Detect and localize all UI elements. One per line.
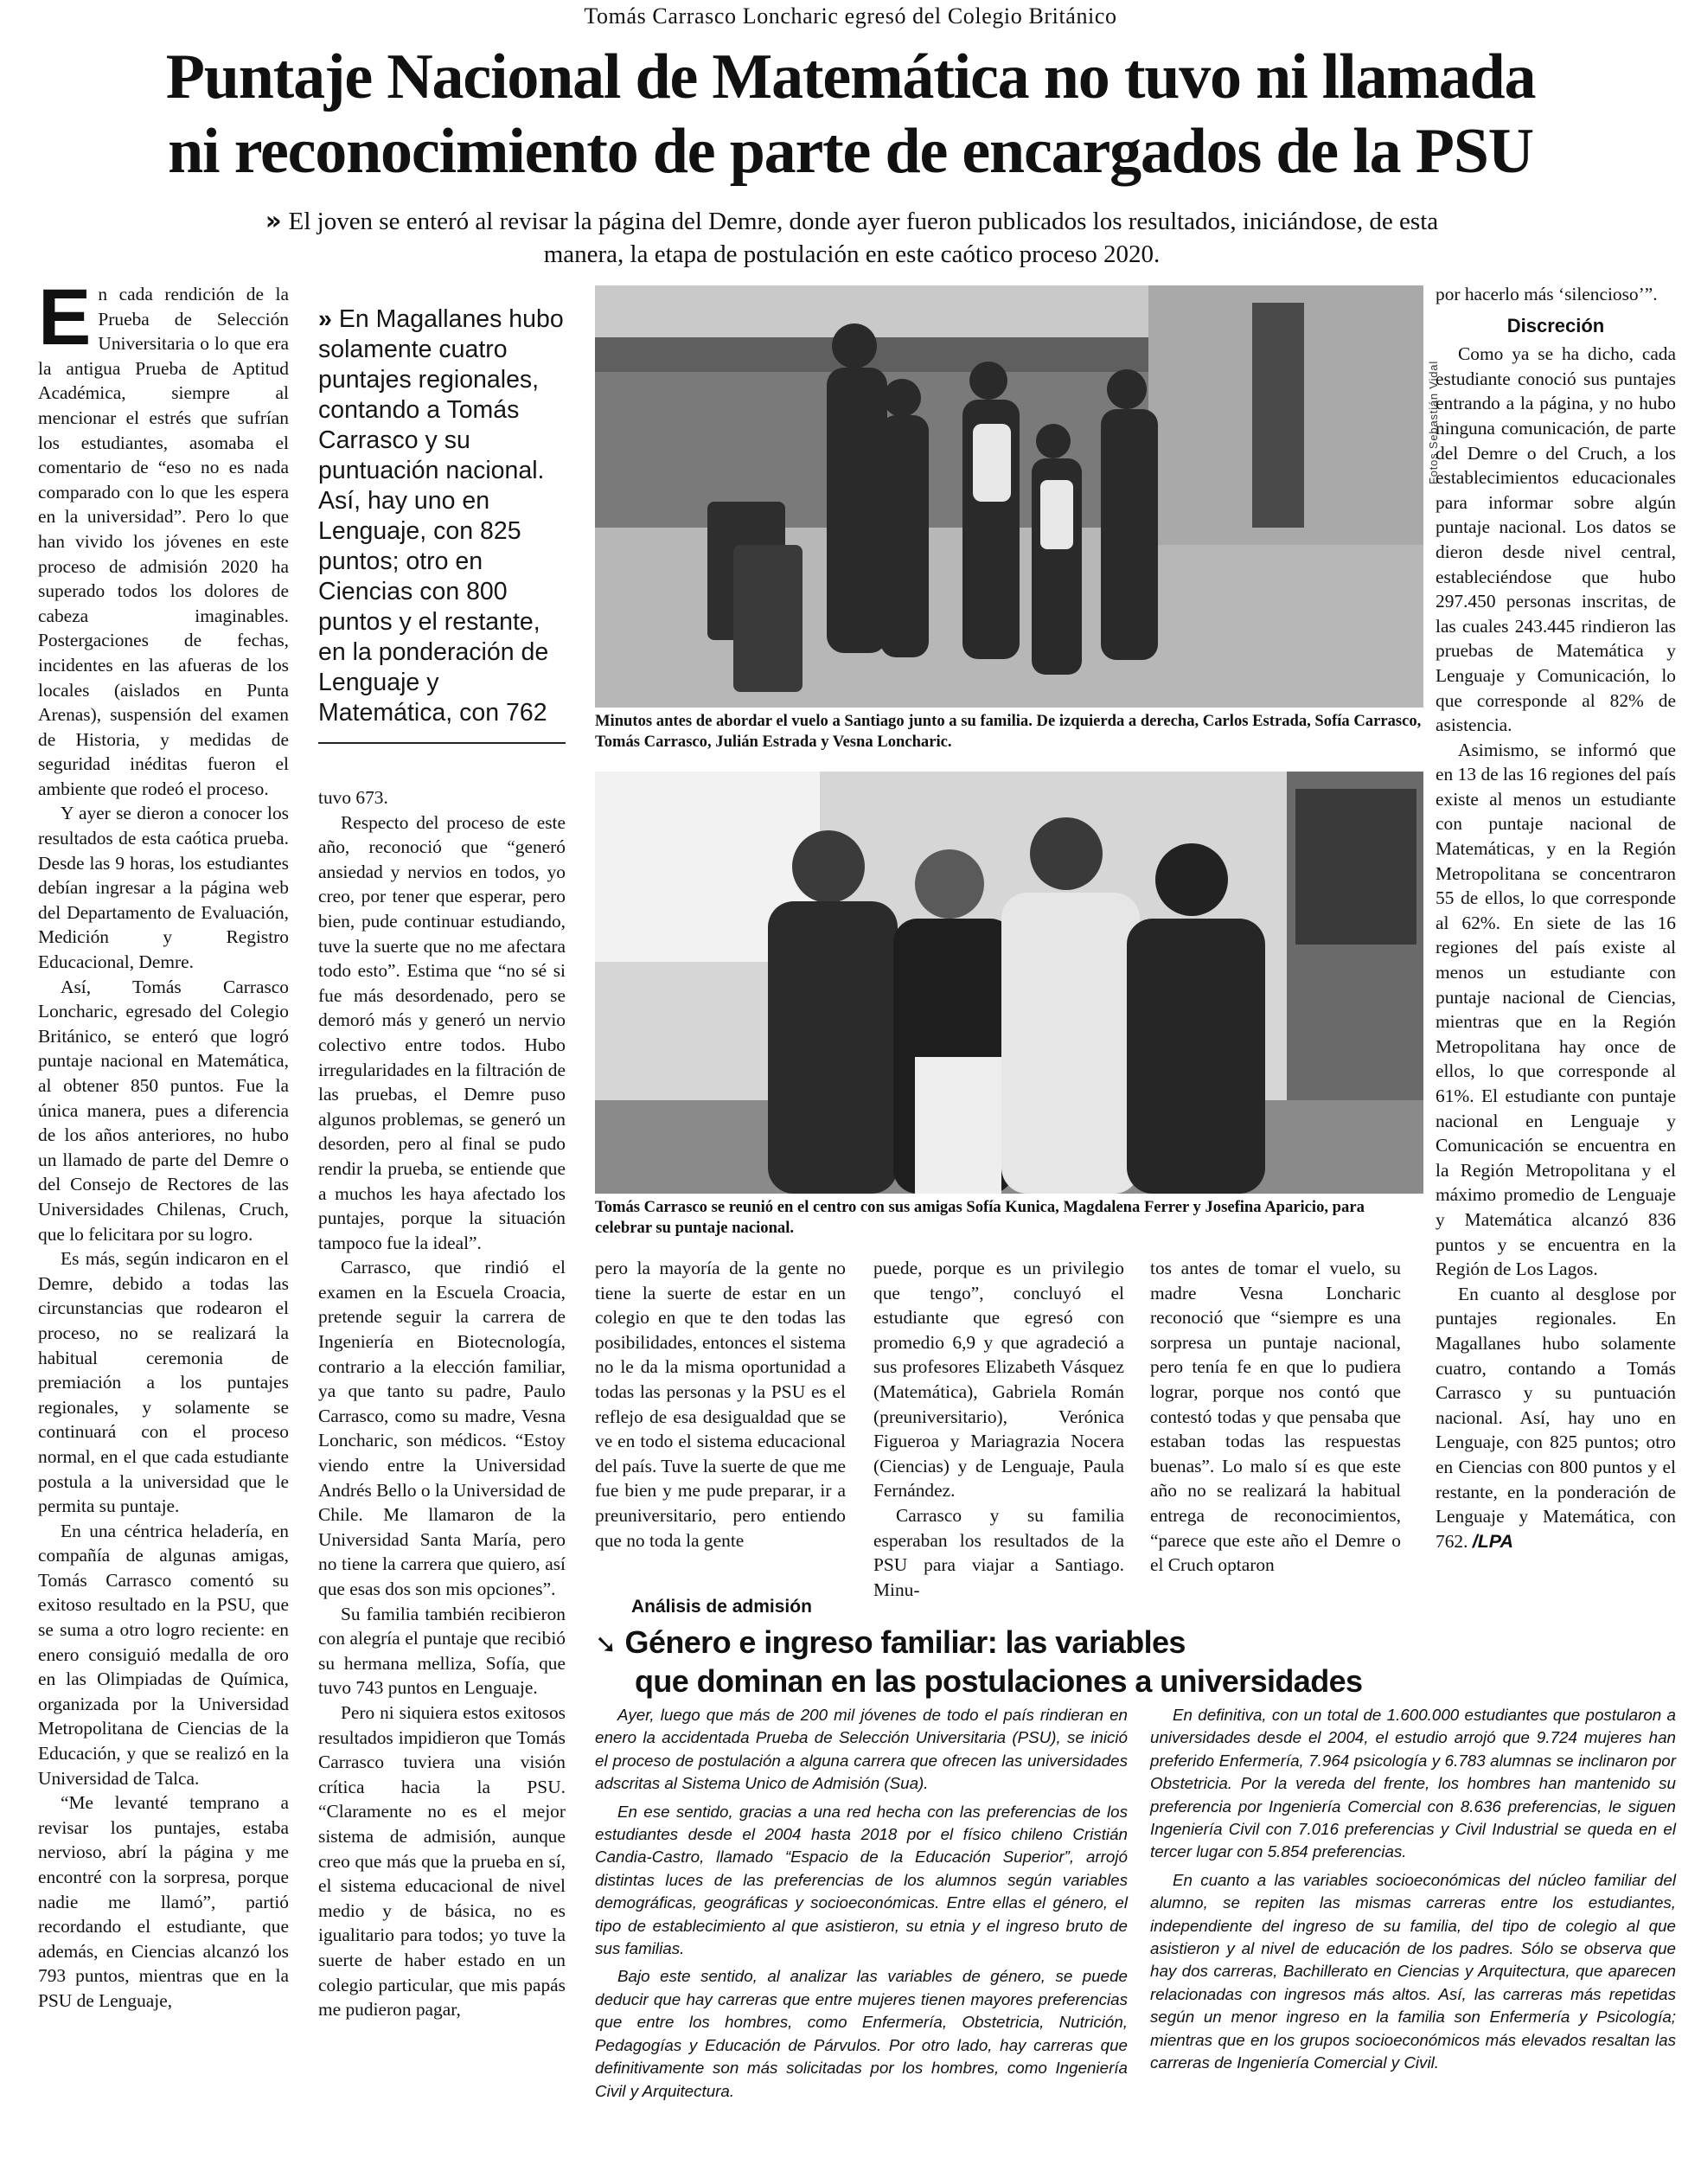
paragraph: tuvo 673. [318, 787, 388, 808]
box-left-column [595, 1704, 1128, 2154]
paragraph: En cuanto a las variables socioeconómicas del núcleo familiar del alumno, se repiten las mismas carreras entre los estudiantes, independiente del ingreso de su familia, del tipo de colegio al que asistieron y al nivel de educación de los padres. Sólo se observa que hay dos carreras, Bachillerato en Ciencias y Arquitectura, que aparecen relacionadas con ingresos más altos. Así, las carreras más repetidas según un menor ingreso en la familia son Enfermería y Psicología; mientras que en los grupos socioeconómicos más elevados resaltan las carreras de Ingeniería Comercial y Civil. [1150, 1870, 1676, 2072]
paragraph: “Me levanté temprano a revisar los puntajes, estaba nervioso, abrí la página y me encontré con la sorpresa, porque nadie me llamó”, partió recordando el estudiante, que además, en Ciencias alcanzó los 793 puntos, mientras que en la PSU de Lenguaje, [38, 1792, 289, 2011]
family-airport-photo [595, 285, 1423, 708]
paragraph: Y ayer se dieron a conocer los resultados de esta caótica prueba. Desde las 9 horas, los estudiantes debían ingresar a la página web del Departamento de Evaluación, Medición y Registro Educacional, Demre. [38, 803, 289, 973]
subhead-arrow-icon: » [265, 206, 282, 235]
box-right-column [1150, 1704, 1676, 2154]
paragraph: Respecto del proceso de este año, reconoció que “generó ansiedad y nervios en todos, yo creo, por tener que esperar, pero bien, pude continuar estudiando, tuve la suerte que no me afectara todo esto”. Estima que “no sé si fue más desordenado, pero se demoró más y generó un nervio colectivo entre todos. Hubo irregularidades en la filtración de las pruebas, el Demre puso algunos problemas, se generó un desorden, pero al final se pudo rendir la prueba, se entiende que a muchos les haya afectado los puntajes, porque la situación tampoco fue la ideal”. [318, 811, 566, 1253]
paragraph: En definitiva, con un total de 1.600.000 estudiantes que postularon a universidades desde el 2004, el estudio arrojó que 9.724 mujeres han preferido Enfermería, 7.964 psicología y 6.783 alumnas se inclinaron por Obstetricia. Por la vereda del frente, los hombres han mantenido su preferencia por Ingeniería Comercial con 8.636 preferencias, le siguen Ingeniería Civil con 7.016 preferencias y Civil Industrial se queda en el tercer lugar con 5.854 preferencias. [1150, 1706, 1676, 1861]
box-title-line-2: que dominan en las postulaciones a universidades [635, 1663, 1363, 1699]
paragraph: Pero ni siquiera estos exitosos resultados impidieron que Tomás Carrasco tuviera una visión crítica hacia la PSU. “Claramente no es el mejor sistema de admisión, aunque creo que más que la prueba en sí, el sistema educacional de nivel medio y de básica, no es igualitario para todos; yo tuve la suerte de haber estado en un colegio particular, que mis papás me pudieron pagar, [318, 1701, 566, 2021]
column-1 [38, 273, 289, 2105]
column-2 [318, 785, 566, 2107]
drop-cap: E [38, 273, 92, 362]
column-5 [1150, 1256, 1401, 1578]
paragraph: Es más, según indicaron en el Demre, debido a todas las circunstancias que rodearon el proceso, no se realizará la habitual ceremonia de premiación a los puntajes regionales, y solamente se continuará con el proceso normal, en el que cada estudiante postula a la universidad que le permita su puntaje. [38, 1248, 289, 1517]
paragraph: puede, porque es un privilegio que tengo”, concluyó el estudiante que egresó con promedio 6,9 y que agradeció a sus profesores Elizabeth Vásquez (Matemática), Gabriela Román (preuniversitario), Verónica Figueroa y Mariagrazia Nocera (Ciencias) y de Lenguaje, Paula Fernández. [873, 1258, 1124, 1502]
box-kicker: Análisis de admisión [631, 1597, 812, 1617]
photo-1-caption: Minutos antes de abordar el vuelo a Santiago junto a su familia. De izquierda a derecha, Carlos Estrada, Sofía Carrasco, Tomás Carrasco, Julián Estrada y Vesna Loncharic. [595, 712, 1422, 751]
paragraph: Carrasco, que rindió el examen en la Escuela Croacia, pretende seguir la carrera de Ingeniería en Biotecnología, contrario a la elección familiar, ya que tanto su padre, Paulo Carrasco, como su madre, Vesna Loncharic, son médicos. “Estoy viendo entre la Universidad Andrés Bello o la Universidad de Chile. Me llamaron de la Universidad Santa María, pero no tiene la carrera que quiero, así que esas dos son mis opciones”. [318, 1257, 566, 1599]
paragraph: Ayer, luego que más de 200 mil jóvenes de todo el país rindieran en enero la accidentada Prueba de Selección Universitaria (PSU), se inició el proceso de postulación a alguna carrera que ofrecen las universidades adscritas al Sistema Unico de Admisión (Sua). [595, 1706, 1128, 1793]
paragraph: Su familia también recibieron con alegría el puntaje que recibió su hermana melliza, Sofía, que tuvo 743 puntos en Lenguaje. [318, 1603, 566, 1699]
author-signature: /LPA [1472, 1530, 1513, 1552]
pull-quote-text: En Magallanes hubo solamente cuatro puntajes regionales, contando a Tomás Carrasco y su puntuación nacional. Así, hay uno en Lenguaje, con 825 puntos; otro en Ciencias con 800 puntos y el restante, en la ponderación de Lenguaje y Matemática, con 762 [318, 305, 564, 727]
photo-credit: Fotos Sebastián Vidal [1427, 360, 1440, 484]
photo-2-caption: Tomás Carrasco se reunió en el centro con sus amigas Sofía Kunica, Magdalena Ferrer y Josefina Aparicio, para celebrar su puntaje nacional. [595, 1198, 1365, 1237]
column-6 [1436, 282, 1676, 1605]
paragraph: Como ya se ha dicho, cada estudiante conoció sus puntajes entrando a la página, y no hubo ninguna comunicación, de parte del Demre o del Cruch, a los establecimientos educacionales para informar sobre algún puntaje nacional. Los datos se dieron desde nivel central, estableciéndose que hubo 297.450 personas inscritas, de las cuales 243.445 rindieron las pruebas de Matemática y Lenguaje y Comunicación, lo que corresponde al 82% de asistencia. [1436, 343, 1676, 736]
paragraph: Asimismo, se informó que en 13 de las 16 regiones del país existe al menos un estudiante con puntaje nacional de Matemáticas, y en la Región Metropolitana se concentraron 55 de ellos, lo que corresponde al 62%. En siete de las 16 regiones del país existe al menos un estudiante con puntaje nacional de Ciencias, mientras que en la Región Metropolitana hay once de ellos, lo que corresponde al 61%. El estudiante con puntaje nacional en Lenguaje y Comunicación se encuentra en la Región Metropolitana y el máximo promedio de Lenguaje y Matemática alcanzó 836 puntos y se encuentra en la Región de Los Lagos. [1436, 739, 1676, 1280]
friends-photo [595, 772, 1423, 1194]
paragraph: En cuanto al desglose por puntajes regionales. En Magallanes hubo solamente cuatro, contando a Tomás Carrasco y su puntuación nacional. Así, hay uno en Lenguaje, con 825 puntos; otro en Ciencias con 800 puntos y el restante, en la ponderación de Lenguaje y Matemática, con 762. /LPA [1436, 1283, 1676, 1552]
paragraph: En ese sentido, gracias a una red hecha con las preferencias de los estudiantes desde el 2004 hasta 2018 por el físico chileno Cristián Candia-Castro, llamado “Espacio de la Educación Superior”, arrojó distintas luces de las preferencias de los alumnos según variables demográficas, geográficas y socioeconómicas. Entre ellas el género, el tipo de establecimiento al que asistieron, su etnia y el ingreso bruto de sus familias. [595, 1802, 1128, 1958]
headline-line-2: ni reconocimiento de parte de encargados de la PSU [168, 116, 1533, 187]
subhead-text: El joven se enteró al revisar la página del Demre, donde ayer fueron publicados los resultados, iniciándose, de esta manera, la etapa de postulación en este caótico proceso 2020. [288, 208, 1439, 268]
paragraph: En cada rendición de la Prueba de Selección Universitaria o lo que era la antigua Prueba de Aptitud Académica, siempre al mencionar el estrés que sufrían los estudiantes, asomaba el comentario de “eso no es nada comparado con lo que les espera en la universidad”. Pero lo que han vivido los jóvenes en este proceso de admisión 2020 ha superado todos los dolores de cabeza imaginables. Postergaciones de fechas, incidentes en las afueras de los locales (aislados en Punta Arenas), suspensión del examen de Historia, y medidas de seguridad inéditas fueron el ambiente que rodeó el proceso. [38, 273, 289, 799]
box-arrow-icon: ➘ [595, 1630, 617, 1659]
section-subtitle: Discreción [1506, 314, 1605, 336]
paragraph: Bajo este sentido, al analizar las variables de género, se puede deducir que hay carreras que entre mujeres tienen mayores preferencias que entre los hombres, como Enfermería, Obstetricia, Nutrición, Pedagogías y Educación de Párvulos. Por otro lado, hay carreras que definitivamente son más solicitadas por los hombres, como Ingeniería Civil y Arquitectura. [595, 1967, 1128, 2100]
paragraph: tos antes de tomar el vuelo, su madre Vesna Loncharic reconoció que “siempre es una sorpresa un puntaje nacional, pero tenía fe en que lo pudiera lograr, porque nos contó que contestó todas y que pensaba que estaban todas las respuestas buenas”. Lo malo sí es que este año no se realizará la habitual entrega de reconocimientos, “parece que este año el Demre o el Cruch optaron [1150, 1258, 1401, 1576]
article-headline [35, 40, 1666, 189]
paragraph: Carrasco y su familia esperaban los resultados de la PSU para viajar a Santiago. Minu- [873, 1504, 1124, 1600]
column-4 [873, 1256, 1124, 1600]
paragraph: En una céntrica heladería, en compañía de algunas amigas, Tomás Carrasco comentó su exitoso resultado en la PSU, que se suma a otro logro reciente: en enero consiguió medalla de oro en las Olimpiadas de Química, organizada por la Universidad Metropolitana de Ciencias de la Educación, y que se realizó en la Universidad de Talca. [38, 1520, 289, 1789]
article-subhead [225, 204, 1479, 271]
pull-quote [318, 304, 566, 744]
paragraph: pero la mayoría de la gente no tiene la suerte de estar en un colegio en que te den todas las posibilidades, entonces el sistema no le da la misma oportunidad a todas las personas y la PSU es el reflejo de esa desigualdad que se ve en todo el sistema educacional del país. Tuve la suerte de que me fue bien y me pude preparar, ir a preuniversitario, pero entiendo que no toda la gente [595, 1258, 846, 1551]
paragraph: por hacerlo más ‘silencioso’”. [1436, 284, 1658, 304]
column-3 [595, 1256, 846, 1578]
pull-quote-arrow-icon: » [318, 305, 332, 333]
box-title [595, 1624, 1676, 1700]
friends-photo-illustration [595, 772, 1423, 1194]
paragraph: Así, Tomás Carrasco Loncharic, egresado del Colegio Británico, se enteró que logró puntaje nacional en Matemática, al obtener 850 puntos. Fue la única manera, pues a diferencia de los años anteriores, no hubo un llamado de parte del Demre o del Consejo de Rectores de las Universidades Chilenas, Cruch, que lo felicitara por su logro. [38, 976, 289, 1245]
article-kicker: Tomás Carrasco Loncharic egresó del Colegio Británico [584, 3, 1117, 29]
headline-line-1: Puntaje Nacional de Matemática no tuvo ni llamada [165, 42, 1536, 112]
box-title-line-1: Género e ingreso familiar: las variables [624, 1624, 1186, 1660]
family-airport-photo-illustration [595, 285, 1423, 708]
